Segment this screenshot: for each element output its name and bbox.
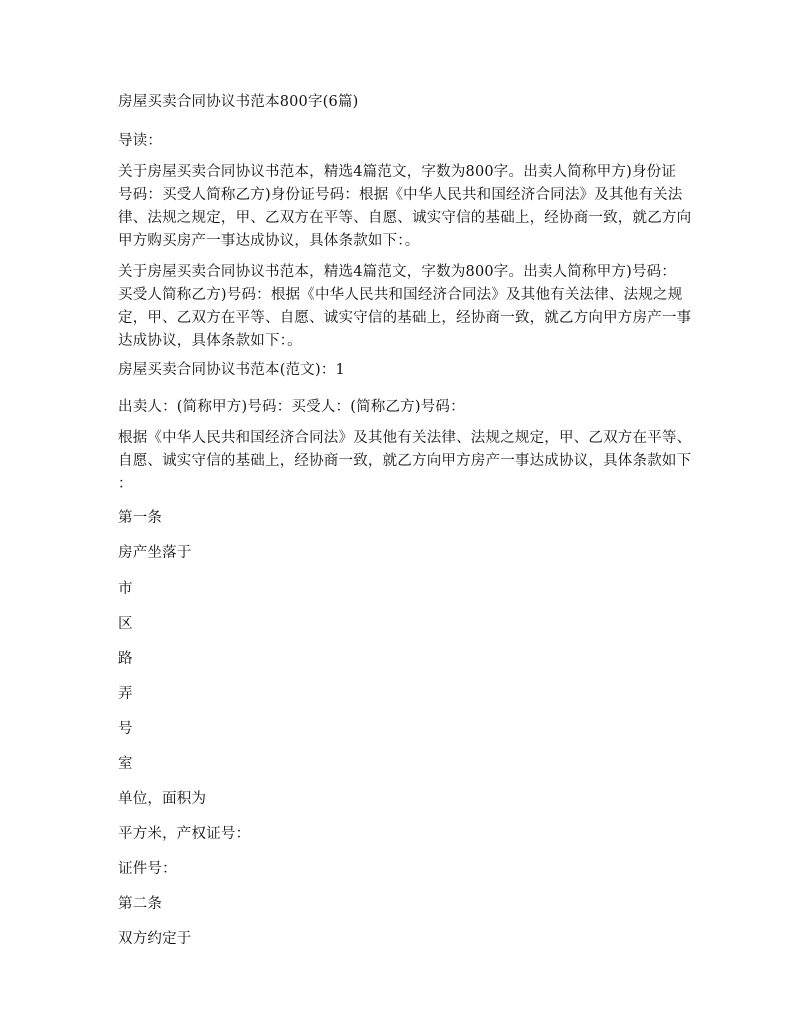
summary-1-line: 律、法规之规定，甲、乙双方在平等、自愿、诚实守信的基础上，经协商一致，就乙方向 (118, 210, 692, 226)
summary-1-line: 关于房屋买卖合同协议书范本，精选4篇范文，字数为800字。出卖人简称甲方)身份证 (118, 164, 677, 180)
summary-2-line: 定，甲、乙双方在平等、自愿、诚实守信的基础上，经协商一致，就乙方向甲方房产一事 (118, 310, 692, 326)
district-label: 区 (118, 616, 133, 632)
article-1-heading: 第一条 (118, 510, 163, 526)
summary-paragraph-1 (118, 161, 690, 253)
room-label: 室 (118, 756, 133, 772)
summary-2-line: 买受人简称乙方)号码：根据《中华人民共和国经济合同法》及其他有关法律、法规之规 (118, 287, 683, 303)
summary-2-line: 达成协议，具体条款如下：。 (118, 333, 302, 349)
summary-1-line: 甲方购买房产一事达成协议，具体条款如下：。 (118, 233, 420, 249)
basis-line: 自愿、诚实守信的基础上，经协商一致，就乙方向甲方房产一事达成协议，具体条款如下 (118, 453, 692, 469)
intro-label: 导读： (118, 133, 163, 149)
article-2-heading: 第二条 (118, 896, 163, 912)
sqm-cert-label: 平方米，产权证号： (118, 826, 251, 842)
number-label: 号 (118, 721, 133, 737)
parties-line: 出卖人：(简称甲方)号码：买受人：(简称乙方)号码： (118, 399, 465, 415)
basis-line: ： (118, 476, 133, 492)
property-located-label: 房产坐落于 (118, 545, 192, 561)
unit-area-label: 单位，面积为 (118, 791, 207, 807)
basis-line: 根据《中华人民共和国经济合同法》及其他有关法律、法规之规定，甲、乙双方在平等、 (118, 430, 692, 446)
lane-label: 弄 (118, 686, 133, 702)
document-title: 房屋买卖合同协议书范本800字(6篇) (118, 94, 359, 110)
id-number-label: 证件号： (118, 861, 177, 877)
summary-2-line: 关于房屋买卖合同协议书范本，精选4篇范文，字数为800字。出卖人简称甲方)号码： (118, 264, 677, 280)
summary-paragraph-2 (118, 261, 690, 353)
road-label: 路 (118, 651, 133, 667)
agreed-label: 双方约定于 (118, 931, 192, 947)
summary-1-line: 号码：买受人简称乙方)身份证号码：根据《中华人民共和国经济合同法》及其他有关法 (118, 187, 683, 203)
city-label: 市 (118, 581, 133, 597)
basis-paragraph (118, 427, 690, 496)
sample-heading: 房屋买卖合同协议书范本(范文)：1 (118, 362, 345, 378)
